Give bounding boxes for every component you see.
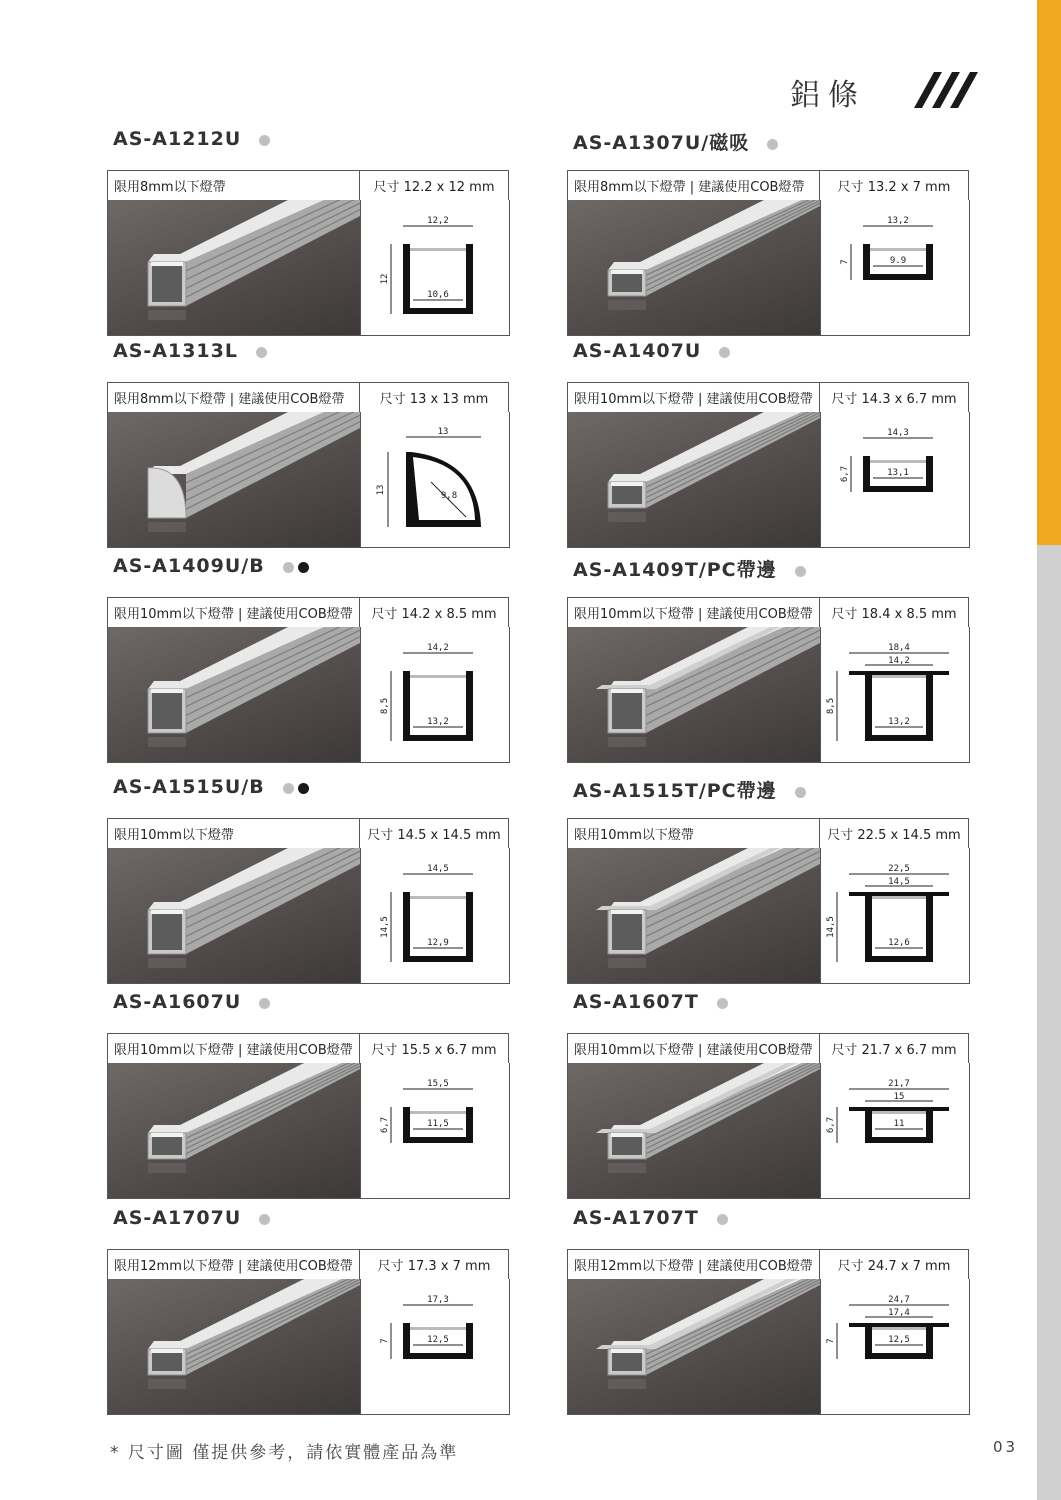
color-options	[717, 1208, 732, 1230]
product-card	[107, 991, 509, 1199]
product-photo	[107, 200, 361, 336]
svg-text:6,7: 6,7	[380, 1116, 390, 1134]
svg-text:15: 15	[893, 1092, 905, 1102]
product-photo	[567, 200, 821, 336]
svg-text:7: 7	[826, 1338, 836, 1344]
svg-text:13,1: 13,1	[887, 468, 909, 478]
size-label: 尺寸 14.3 x 6.7 mm	[831, 392, 957, 407]
color-dot-gray	[256, 347, 267, 358]
product-card	[567, 559, 969, 763]
size-label: 尺寸 18.4 x 8.5 mm	[831, 607, 957, 622]
svg-text:12,5: 12,5	[888, 1335, 910, 1345]
spec-row	[567, 1033, 969, 1064]
usage-label: 限用8mm以下燈帶	[108, 171, 360, 200]
size-label: 尺寸 13 x 13 mm	[379, 392, 489, 407]
usage-label: 限用12mm以下燈帶 | 建議使用COB燈帶	[108, 1250, 360, 1279]
product-card	[567, 340, 969, 548]
svg-text:6,7: 6,7	[840, 465, 850, 483]
product-code-text: AS-A1707U	[113, 1207, 242, 1229]
dimension-diagram	[360, 1063, 510, 1199]
footnote: * 尺寸圖 僅提供參考，請依實體產品為準	[110, 1443, 459, 1463]
spec-row	[107, 1033, 509, 1064]
color-dot-black	[298, 783, 309, 794]
color-dot-gray	[767, 139, 778, 150]
product-card	[107, 128, 509, 336]
product-code-text: AS-A1407U	[573, 340, 702, 362]
svg-text:6,7: 6,7	[826, 1116, 836, 1134]
color-options	[283, 777, 313, 799]
svg-text:10,6: 10,6	[427, 290, 449, 300]
svg-text:8,5: 8,5	[380, 697, 390, 715]
color-options	[259, 992, 274, 1014]
svg-text:9.9: 9.9	[889, 256, 907, 266]
product-code	[573, 128, 782, 155]
product-card	[107, 1207, 509, 1415]
size-label: 尺寸 14.5 x 14.5 mm	[367, 828, 501, 843]
spec-row	[107, 818, 509, 849]
svg-text:7: 7	[840, 259, 850, 265]
product-code	[113, 1207, 274, 1230]
size-label: 尺寸 15.5 x 6.7 mm	[371, 1043, 497, 1058]
svg-text:12,5: 12,5	[427, 1335, 449, 1345]
product-photo	[567, 1279, 821, 1415]
usage-label: 限用12mm以下燈帶 | 建議使用COB燈帶	[568, 1250, 820, 1279]
product-code	[113, 340, 271, 363]
dimension-diagram	[820, 412, 970, 548]
svg-text:7: 7	[380, 1338, 390, 1344]
product-code	[113, 555, 313, 578]
svg-text:14,5: 14,5	[826, 916, 836, 938]
product-code	[113, 128, 274, 151]
color-dot-gray	[717, 998, 728, 1009]
color-options	[259, 1208, 274, 1230]
product-card	[107, 340, 509, 548]
product-card	[107, 555, 509, 763]
product-card	[567, 132, 969, 336]
color-dot-gray	[795, 566, 806, 577]
svg-text:13,2: 13,2	[888, 717, 910, 727]
color-options	[795, 781, 810, 803]
product-code	[573, 555, 810, 582]
svg-text:9,8: 9,8	[440, 491, 458, 501]
spec-row	[107, 1249, 509, 1280]
product-card	[567, 1207, 969, 1415]
dimension-diagram	[360, 200, 510, 336]
product-photo	[567, 627, 821, 763]
product-code	[573, 1207, 732, 1230]
product-photo	[567, 1063, 821, 1199]
svg-text:13: 13	[376, 484, 386, 496]
dimension-diagram	[820, 627, 970, 763]
svg-text:13,2: 13,2	[427, 717, 449, 727]
spec-row	[567, 1249, 969, 1280]
product-card	[107, 776, 509, 984]
product-code-text: AS-A1607T	[573, 991, 699, 1013]
product-code-text: AS-A1212U	[113, 128, 242, 150]
svg-text:14,5: 14,5	[888, 877, 910, 887]
svg-text:17,3: 17,3	[427, 1295, 449, 1305]
spec-row	[567, 597, 969, 628]
product-code-text: AS-A1707T	[573, 1207, 699, 1229]
color-options	[259, 129, 274, 151]
usage-label: 限用10mm以下燈帶 | 建議使用COB燈帶	[568, 383, 820, 412]
color-dot-gray	[283, 783, 294, 794]
usage-label: 限用10mm以下燈帶 | 建議使用COB燈帶	[568, 1034, 820, 1063]
svg-text:13,2: 13,2	[887, 216, 909, 226]
dimension-diagram	[360, 627, 510, 763]
svg-text:8,5: 8,5	[826, 697, 836, 715]
dimension-diagram	[820, 200, 970, 336]
product-code	[573, 776, 810, 803]
color-options	[717, 992, 732, 1014]
size-label: 尺寸 24.7 x 7 mm	[837, 1259, 951, 1274]
product-code	[113, 991, 274, 1014]
color-dot-gray	[283, 562, 294, 573]
size-label: 尺寸 17.3 x 7 mm	[377, 1259, 491, 1274]
page-number: 03	[993, 1438, 1019, 1456]
size-label: 尺寸 12.2 x 12 mm	[373, 180, 495, 195]
color-dot-gray	[717, 1214, 728, 1225]
product-code-text: AS-A1307U/磁吸	[573, 132, 750, 154]
sidebar-accent	[1037, 0, 1061, 545]
svg-text:14,2: 14,2	[888, 656, 910, 666]
product-code-text: AS-A1607U	[113, 991, 242, 1013]
product-code	[113, 776, 313, 799]
usage-label: 限用10mm以下燈帶	[568, 819, 820, 848]
svg-text:17,4: 17,4	[888, 1308, 910, 1318]
color-dot-gray	[259, 998, 270, 1009]
size-label: 尺寸 22.5 x 14.5 mm	[827, 828, 961, 843]
color-dot-gray	[719, 347, 730, 358]
dimension-diagram	[360, 1279, 510, 1415]
svg-text:18,4: 18,4	[888, 643, 910, 653]
dimension-diagram	[820, 1063, 970, 1199]
svg-text:11: 11	[893, 1119, 905, 1129]
usage-label: 限用8mm以下燈帶 | 建議使用COB燈帶	[108, 383, 360, 412]
size-label: 尺寸 14.2 x 8.5 mm	[371, 607, 497, 622]
color-dot-gray	[259, 135, 270, 146]
usage-label: 限用10mm以下燈帶	[108, 819, 360, 848]
product-photo	[567, 848, 821, 984]
product-code-text: AS-A1409T/PC帶邊	[573, 559, 777, 581]
svg-text:24,7: 24,7	[888, 1295, 910, 1305]
product-code-text: AS-A1313L	[113, 340, 238, 362]
color-dot-gray	[795, 787, 806, 798]
page-title: 鋁條	[790, 78, 866, 113]
svg-text:12: 12	[380, 273, 390, 285]
svg-text:14,3: 14,3	[887, 428, 909, 438]
product-code	[573, 991, 732, 1014]
usage-label: 限用8mm以下燈帶 | 建議使用COB燈帶	[568, 171, 820, 200]
product-card	[567, 780, 969, 984]
spec-row	[107, 170, 509, 201]
product-code	[573, 340, 734, 363]
svg-text:14,2: 14,2	[427, 643, 449, 653]
spec-row	[567, 382, 969, 413]
color-options	[283, 556, 313, 578]
spec-row	[107, 597, 509, 628]
spec-row	[567, 818, 969, 849]
dimension-diagram	[360, 412, 510, 548]
svg-text:13: 13	[437, 427, 449, 437]
product-card	[567, 991, 969, 1199]
svg-text:12,6: 12,6	[888, 938, 910, 948]
usage-label: 限用10mm以下燈帶 | 建議使用COB燈帶	[108, 1034, 360, 1063]
size-label: 尺寸 13.2 x 7 mm	[837, 180, 951, 195]
product-photo	[567, 412, 821, 548]
spec-row	[107, 382, 509, 413]
dimension-diagram	[820, 848, 970, 984]
spec-row	[567, 170, 969, 201]
color-dot-gray	[259, 1214, 270, 1225]
usage-label: 限用10mm以下燈帶 | 建議使用COB燈帶	[568, 598, 820, 627]
product-photo	[107, 412, 361, 548]
svg-text:22,5: 22,5	[888, 864, 910, 874]
color-options	[256, 341, 271, 363]
size-label: 尺寸 21.7 x 6.7 mm	[831, 1043, 957, 1058]
product-code-text: AS-A1409U/B	[113, 555, 265, 577]
dimension-diagram	[360, 848, 510, 984]
svg-text:14,5: 14,5	[380, 916, 390, 938]
svg-text:15,5: 15,5	[427, 1079, 449, 1089]
usage-label: 限用10mm以下燈帶 | 建議使用COB燈帶	[108, 598, 360, 627]
product-photo	[107, 1279, 361, 1415]
dimension-diagram	[820, 1279, 970, 1415]
product-photo	[107, 1063, 361, 1199]
svg-text:12,9: 12,9	[427, 938, 449, 948]
svg-text:14,5: 14,5	[427, 864, 449, 874]
brand-logo	[912, 70, 984, 110]
svg-text:11,5: 11,5	[427, 1119, 449, 1129]
product-code-text: AS-A1515U/B	[113, 776, 265, 798]
color-options	[719, 341, 734, 363]
product-code-text: AS-A1515T/PC帶邊	[573, 780, 777, 802]
product-photo	[107, 848, 361, 984]
product-photo	[107, 627, 361, 763]
color-options	[795, 560, 810, 582]
svg-text:21,7: 21,7	[888, 1079, 910, 1089]
color-dot-black	[298, 562, 309, 573]
color-options	[767, 133, 782, 155]
svg-text:12,2: 12,2	[427, 216, 449, 226]
